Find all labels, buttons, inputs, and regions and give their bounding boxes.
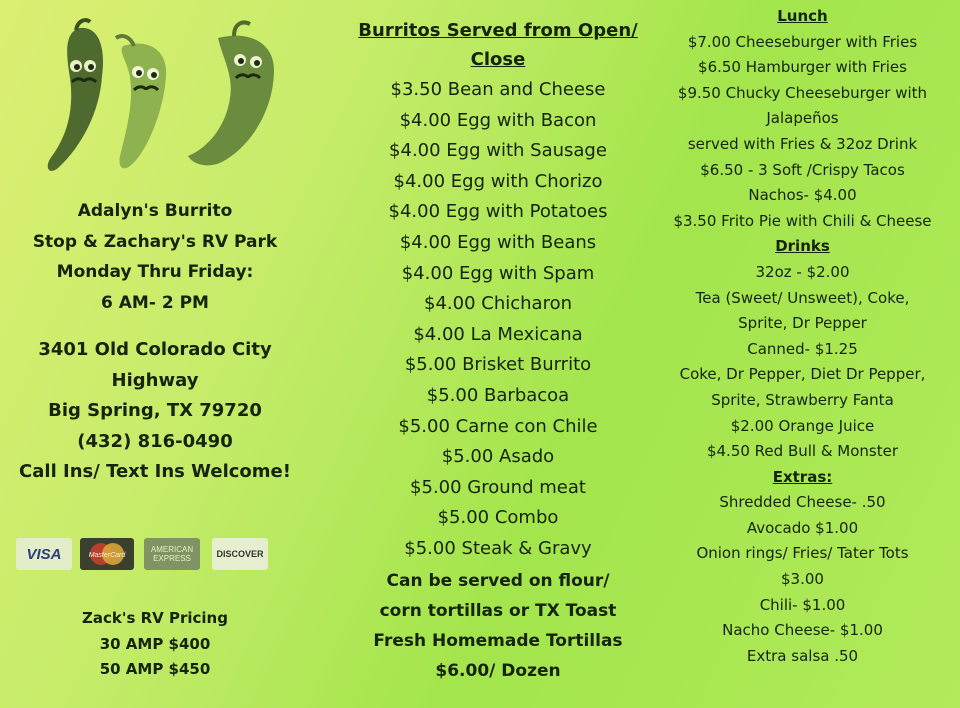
tortilla-note-line: Fresh Homemade Tortillas	[373, 631, 623, 651]
drink-menu-item: Sprite, Dr Pepper	[738, 314, 867, 333]
burrito-menu-item: $4.00 Egg with Beans	[399, 231, 597, 253]
extra-menu-item: Chili- $1.00	[759, 595, 846, 614]
address-line: 3401 Old Colorado City	[38, 339, 272, 360]
burrito-title-line: Close	[470, 49, 526, 70]
extras-heading: Extras:	[772, 467, 833, 486]
lunch-menu-item: Jalapeños	[766, 109, 839, 128]
lunch-menu-item: $6.50 - 3 Soft /Crispy Tacos	[700, 160, 905, 179]
drinks-item-list	[655, 260, 950, 465]
drinks-heading: Drinks	[775, 237, 830, 256]
amex-text-line: EXPRESS	[153, 554, 191, 563]
drink-menu-item: Coke, Dr Pepper, Diet Dr Pepper,	[679, 365, 926, 384]
business-hours-line: 6 AM- 2 PM	[101, 292, 209, 313]
extra-menu-item: Avocado $1.00	[746, 518, 859, 537]
discover-card-icon: DISCOVER	[212, 538, 268, 570]
visa-card-icon: VISA	[16, 538, 72, 570]
extra-menu-item: Nacho Cheese- $1.00	[722, 621, 883, 640]
extras-item-list	[655, 490, 950, 669]
lunch-menu-item: $7.00 Cheeseburger with Fries	[687, 32, 918, 51]
burrito-menu-item: $5.00 Brisket Burrito	[404, 354, 592, 376]
business-address-block	[0, 335, 310, 488]
drink-menu-item: $4.50 Red Bull & Monster	[706, 442, 899, 461]
tortilla-note-line: Can be served on flour/	[386, 571, 610, 591]
burrito-menu-item: $5.00 Carne con Chile	[398, 415, 598, 437]
jalapeno-peppers-logo	[38, 16, 288, 176]
burrito-title-line: Burritos Served from Open/	[358, 20, 638, 41]
lunch-menu-item: Nachos- $4.00	[748, 186, 857, 205]
burrito-menu-item: $4.00 Egg with Spam	[401, 262, 595, 284]
lunch-menu-item: served with Fries & 32oz Drink	[687, 134, 918, 153]
business-hours-block	[0, 196, 310, 318]
drink-menu-item: Canned- $1.25	[747, 339, 858, 358]
right-menu-list	[655, 4, 950, 669]
lunch-item-list	[655, 30, 950, 235]
phone-number[interactable]: (432) 816-0490	[77, 430, 233, 452]
extra-menu-item: Onion rings/ Fries/ Tater Tots	[696, 544, 909, 563]
burrito-menu-item: $4.00 Egg with Bacon	[399, 109, 597, 131]
rv-pricing-title: Zack's RV Pricing	[82, 609, 228, 627]
amex-card-icon	[144, 538, 200, 570]
burrito-menu-item: $4.00 Chicharon	[424, 293, 572, 315]
jalapeno-pepper-icon	[188, 23, 274, 166]
burrito-menu-item: $5.00 Steak & Gravy	[404, 537, 592, 559]
drink-menu-item: 32oz - $2.00	[755, 262, 850, 281]
extra-menu-item: Extra salsa .50	[746, 646, 859, 665]
extra-menu-item: Shredded Cheese- .50	[719, 493, 886, 512]
business-name-line: Adalyn's Burrito	[77, 201, 233, 221]
business-name-line: Stop & Zachary's RV Park	[32, 231, 278, 252]
rv-pricing-line: 50 AMP $450	[99, 660, 211, 678]
tortilla-note-line: corn tortillas or TX Toast	[379, 601, 617, 621]
mastercard-text: MasterCard	[88, 552, 126, 559]
address-city-line: Big Spring, TX 79720	[48, 400, 262, 421]
business-days-line: Monday Thru Friday:	[56, 262, 254, 282]
lunch-menu-item: $6.50 Hamburger with Fries	[698, 58, 907, 77]
burrito-menu-item: $4.00 Egg with Chorizo	[393, 170, 603, 192]
lunch-menu-item: $9.50 Chucky Cheeseburger with	[677, 83, 928, 102]
amex-text-line: AMERICAN	[150, 545, 194, 554]
burrito-menu-title	[338, 16, 658, 74]
lunch-heading: Lunch	[777, 7, 828, 25]
burrito-menu-item: $5.00 Barbacoa	[426, 384, 570, 406]
burrito-menu-item: $5.00 Combo	[437, 507, 559, 529]
burrito-menu-item: $3.50 Bean and Cheese	[390, 79, 606, 100]
drink-menu-item: Sprite, Strawberry Fanta	[711, 390, 894, 409]
rv-pricing-block	[0, 606, 310, 683]
jalapeno-pepper-icon	[48, 20, 103, 171]
burrito-item-list	[338, 75, 658, 565]
payment-cards	[14, 538, 274, 572]
tortilla-note-line: $6.00/ Dozen	[435, 661, 561, 681]
burrito-menu-item: $4.00 La Mexicana	[413, 323, 583, 345]
jalapeno-pepper-icon	[116, 36, 166, 168]
address-line: Highway	[111, 369, 199, 391]
mastercard-icon	[80, 538, 134, 570]
burrito-menu-item: $5.00 Ground meat	[410, 476, 586, 498]
burrito-menu-item: $5.00 Asado	[441, 446, 555, 468]
rv-pricing-line: 30 AMP $400	[99, 634, 211, 653]
extra-menu-item: $3.00	[781, 570, 824, 589]
lunch-menu-item: $3.50 Frito Pie with Chili & Cheese	[673, 211, 932, 230]
tortilla-note	[338, 566, 658, 686]
drink-menu-item: Tea (Sweet/ Unsweet), Coke,	[695, 288, 910, 307]
call-in-note: Call Ins/ Text Ins Welcome!	[19, 461, 291, 482]
burrito-menu-item: $4.00 Egg with Potatoes	[388, 201, 608, 223]
drink-menu-item: $2.00 Orange Juice	[730, 416, 875, 435]
burrito-menu-item: $4.00 Egg with Sausage	[389, 140, 607, 162]
